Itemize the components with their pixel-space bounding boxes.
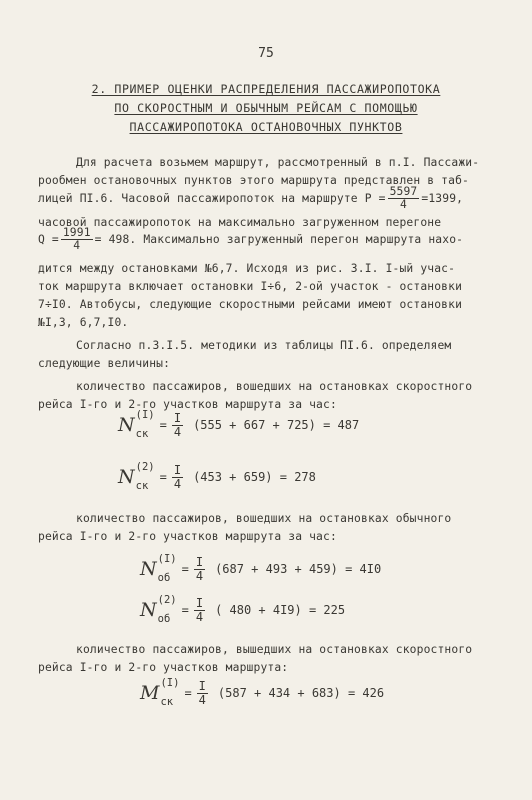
formula-n-ob-2-symbol: N — [140, 598, 157, 621]
formula-n-ob-2-indices — [157, 594, 177, 626]
fraction-q-numerator: 1991 — [62, 226, 91, 239]
para1-line-3-result: =1399, — [421, 191, 464, 205]
formula-n-ob-2-numerator: I — [195, 596, 204, 611]
formula-n-sk-2-numerator: I — [173, 463, 182, 478]
formula-n-ob-1-superscript: (I) — [157, 553, 177, 565]
section-heading-line-3: ПАССАЖИРОПОТОКА ОСТАНОВОЧНЫХ ПУНКТОВ — [129, 120, 403, 134]
para1-line-3-text: лицей ПI.6. Часовой пассажиропоток на маршруте P = — [38, 191, 386, 205]
para1-line-3 — [38, 186, 463, 211]
formula-n-ob-2-superscript: (2) — [157, 594, 177, 606]
formula-n-sk-2 — [118, 461, 316, 493]
formula-n-sk-1-expression: (555 + 667 + 725) = 487 — [193, 418, 360, 433]
fraction-p — [388, 186, 420, 211]
formula-n-sk-2-equals: = — [159, 470, 167, 485]
formula-n-ob-1-denominator: 4 — [195, 568, 204, 583]
formula-n-ob-1-symbol: N — [140, 557, 157, 580]
formula-n-ob-2-expression: ( 480 + 4I9) = 225 — [215, 603, 346, 618]
formula-m-sk-1-superscript: (I) — [160, 677, 180, 689]
formula-n-sk-2-indices — [135, 461, 155, 493]
para1-line-7: ток маршрута включает остановки I÷6, 2-ой участок - остановки — [38, 280, 463, 293]
item1-line-1: количество пассажиров, вошедших на остановках скоростного — [76, 380, 473, 393]
para1-line-8: 7÷I0. Автобусы, следующие скоростными рейсами имеют остановки — [38, 298, 463, 311]
para2-line-2: следующие величины: — [38, 357, 171, 370]
formula-m-sk-1-numerator: I — [198, 679, 206, 694]
para1-line-5 — [38, 227, 463, 252]
para1-line-5-result: = 498. Максимально загруженный перегон маршрута нахо- — [94, 232, 464, 246]
formula-n-ob-1-subscript: об — [157, 572, 171, 585]
fraction-p-denominator: 4 — [400, 197, 407, 211]
formula-n-ob-1-numerator: I — [195, 555, 204, 570]
formula-n-sk-1-fraction — [172, 412, 183, 438]
formula-n-sk-2-fraction — [172, 464, 183, 490]
item3-line-2: рейса I-го и 2-го участков маршрута: — [38, 661, 289, 674]
formula-m-sk-1-expression: (587 + 434 + 683) = 426 — [217, 686, 385, 701]
item1-line-2: рейса I-го и 2-го участков маршрута за час: — [38, 398, 337, 411]
formula-n-sk-1 — [118, 409, 360, 441]
formula-m-sk-1-equals: = — [184, 686, 192, 701]
formula-m-sk-1-subscript: ск — [160, 696, 174, 709]
item2-line-2: рейса I-го и 2-го участков маршрута за час: — [38, 530, 337, 543]
formula-n-sk-1-superscript: (I) — [135, 409, 155, 421]
formula-n-sk-2-superscript: (2) — [135, 461, 155, 473]
formula-n-ob-1 — [140, 553, 382, 585]
item3-line-1: количество пассажиров, вышедших на остановках скоростного — [76, 643, 473, 656]
formula-n-sk-1-subscript: ск — [135, 428, 149, 441]
item2-line-1: количество пассажиров, вошедших на остановках обычного — [76, 512, 452, 525]
formula-n-ob-1-indices — [157, 553, 177, 585]
para1-line-1: Для расчета возьмем маршрут, рассмотренный в п.I. Пассажи- — [76, 156, 480, 169]
formula-n-sk-2-subscript: ск — [135, 480, 149, 493]
para1-line-2: рообмен остановочных пунктов этого маршрута представлен в таб- — [38, 174, 469, 187]
formula-m-sk-1-symbol: M — [140, 681, 160, 704]
fraction-p-numerator: 5597 — [389, 185, 418, 198]
formula-m-sk-1-indices — [160, 677, 180, 709]
formula-n-sk-2-expression: (453 + 659) = 278 — [193, 470, 316, 485]
formula-n-ob-1-fraction — [194, 556, 205, 582]
para1-line-6: дится между остановками №6,7. Исходя из рис. 3.I. I-ый учас- — [38, 262, 456, 275]
formula-n-sk-1-indices — [135, 409, 155, 441]
formula-n-sk-2-denominator: 4 — [173, 476, 182, 491]
formula-m-sk-1-denominator: 4 — [198, 692, 206, 707]
fraction-q-denominator: 4 — [73, 238, 81, 252]
para1-line-4: часовой пассажиропоток на максимально загруженном перегоне — [38, 216, 442, 229]
formula-n-sk-1-equals: = — [159, 418, 167, 433]
formula-n-ob-2 — [140, 594, 346, 626]
formula-n-ob-1-equals: = — [181, 562, 189, 577]
formula-n-ob-2-equals: = — [181, 603, 189, 618]
formula-n-ob-2-fraction — [194, 597, 205, 623]
formula-n-ob-1-expression: (687 + 493 + 459) = 4I0 — [215, 562, 382, 577]
formula-n-sk-2-symbol: N — [118, 465, 135, 488]
formula-n-sk-1-denominator: 4 — [173, 424, 182, 439]
section-heading-line-1: 2. ПРИМЕР ОЦЕНКИ РАСПРЕДЕЛЕНИЯ ПАССАЖИРОПОТОКА — [91, 82, 441, 96]
para1-line-9: №I,3, 6,7,I0. — [38, 316, 129, 329]
formula-n-sk-1-numerator: I — [173, 411, 182, 426]
formula-n-sk-1-symbol: N — [118, 413, 135, 436]
formula-m-sk-1-fraction — [197, 680, 208, 706]
formula-n-ob-2-subscript: об — [157, 613, 171, 626]
formula-n-ob-2-denominator: 4 — [195, 609, 204, 624]
fraction-q — [61, 227, 93, 252]
formula-m-sk-1 — [140, 677, 385, 709]
para1-line-5-text: Q = — [38, 232, 59, 246]
para2-line-1: Согласно п.3.I.5. методики из таблицы ПI.6. определяем — [76, 339, 452, 352]
section-heading-line-2: ПО СКОРОСТНЫМ И ОБЫЧНЫМ РЕЙСАМ С ПОМОЩЬЮ — [114, 101, 418, 115]
page-number: 75 — [258, 46, 274, 61]
